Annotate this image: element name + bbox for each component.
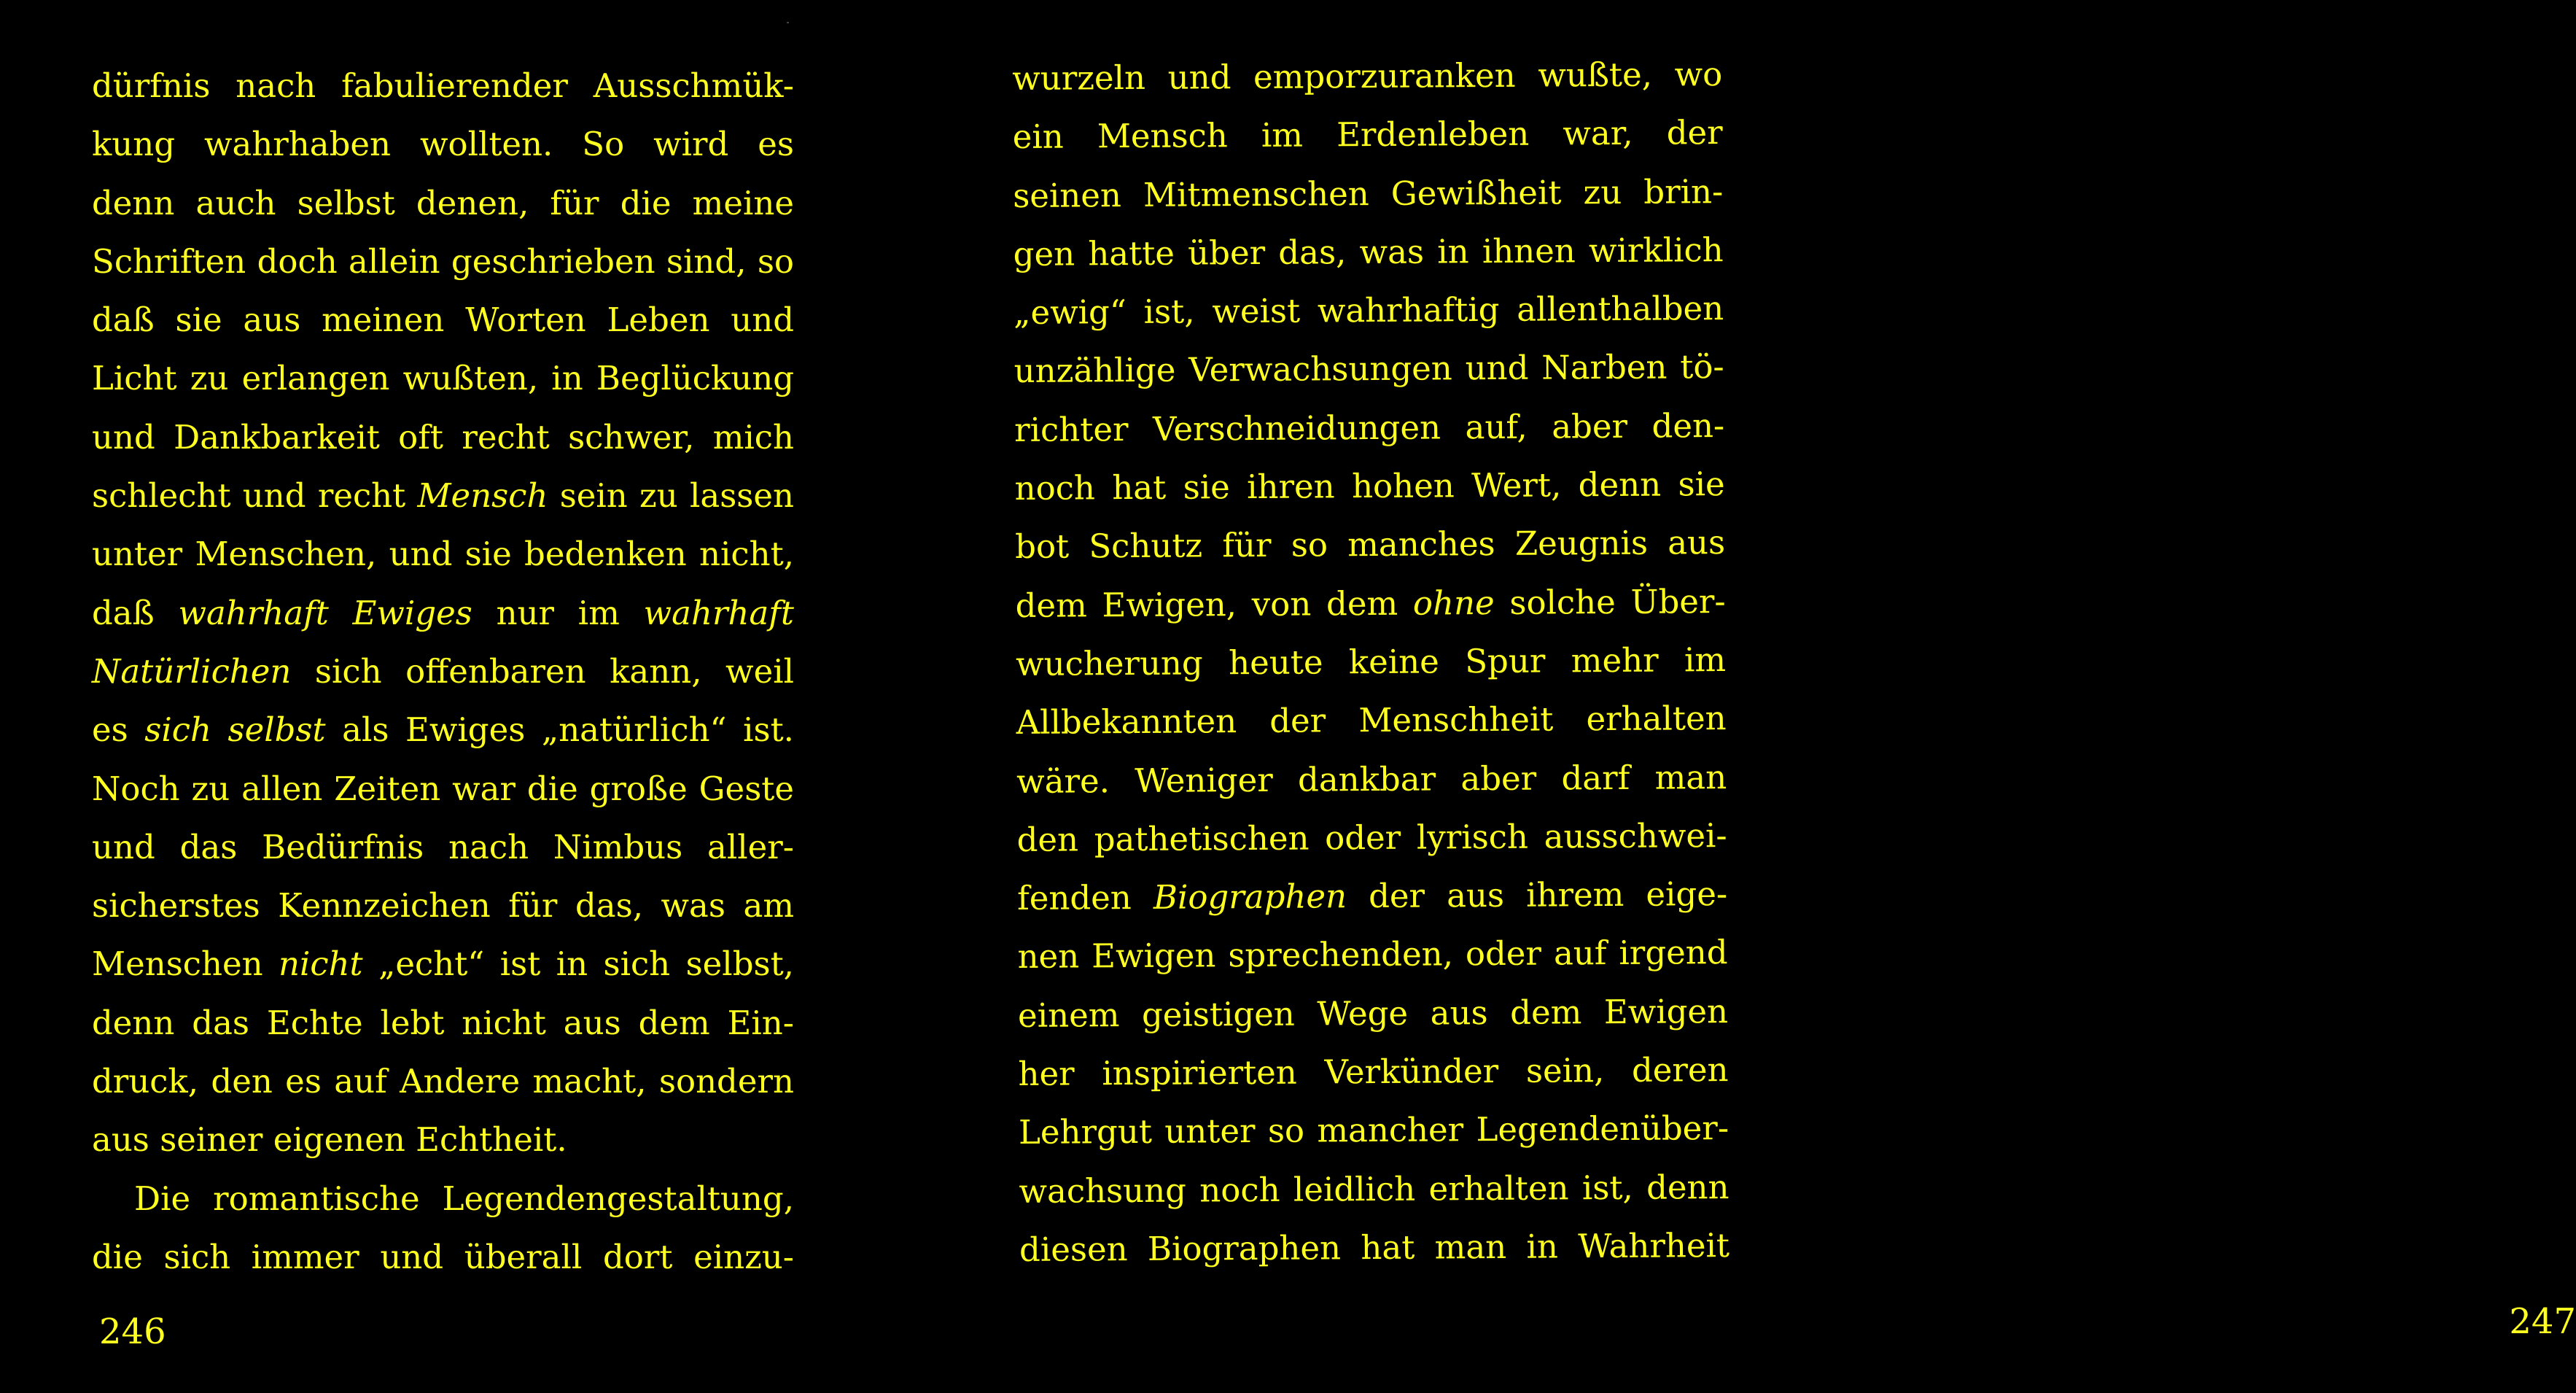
text-line bbox=[1019, 1217, 1729, 1279]
text-segment: daß sie aus meinen Worten Leben und bbox=[92, 300, 794, 340]
right-page-text bbox=[1012, 45, 1729, 1279]
text-segment: dürfnis nach fabulierender Ausschmük- bbox=[92, 66, 794, 105]
text-segment: der aus ihrem eige- bbox=[1346, 874, 1728, 916]
text-line bbox=[92, 760, 794, 818]
text-segment: unter Menschen, und sie bedenken nicht, bbox=[92, 535, 794, 574]
text-line bbox=[92, 935, 794, 993]
text-line bbox=[1016, 689, 1726, 752]
text-segment: denn das Echte lebt nicht aus dem Ein- bbox=[92, 1003, 794, 1042]
text-segment: seinen Mitmenschen Gewißheit zu brin- bbox=[1013, 171, 1724, 215]
text-segment: Schriften doch allein geschrieben sind, so bbox=[92, 241, 794, 281]
text-line bbox=[92, 1170, 794, 1228]
text-segment: Noch zu allen Zeiten war die große Geste bbox=[92, 769, 794, 808]
text-line bbox=[92, 1111, 794, 1169]
text-line bbox=[92, 525, 794, 583]
text-line bbox=[92, 115, 794, 174]
text-segment: wachsung noch leidlich erhalten ist, denn bbox=[1019, 1167, 1729, 1211]
text-line bbox=[1012, 45, 1722, 108]
text-line bbox=[1016, 807, 1727, 869]
text-segment: Die romantische Legendengestaltung, bbox=[134, 1179, 794, 1218]
italic-text: Mensch bbox=[417, 476, 548, 516]
text-segment: Allbekannten der Menschheit erhalten bbox=[1016, 699, 1727, 742]
text-line bbox=[1013, 338, 1724, 401]
text-line bbox=[92, 233, 794, 291]
text-segment: solche Über- bbox=[1494, 581, 1726, 622]
text-segment: richter Verschneidungen auf, aber den- bbox=[1014, 406, 1725, 449]
text-line bbox=[92, 174, 794, 233]
text-line bbox=[1015, 513, 1725, 576]
text-line bbox=[92, 584, 794, 643]
italic-text: sich selbst bbox=[144, 710, 326, 750]
text-line bbox=[1016, 748, 1727, 811]
text-line bbox=[1012, 104, 1722, 166]
text-segment: ein Mensch im Erdenleben war, der bbox=[1012, 113, 1723, 157]
text-segment: unzählige Verwachsungen und Narben tö- bbox=[1013, 347, 1724, 391]
text-line bbox=[1017, 923, 1727, 986]
text-segment: denn auch selbst denen, für die meine bbox=[92, 183, 794, 222]
text-segment: es bbox=[92, 710, 145, 750]
text-line bbox=[92, 349, 794, 408]
text-segment: dem Ewigen, von dem bbox=[1015, 583, 1414, 625]
right-page-number: 247 bbox=[2509, 1301, 2576, 1342]
text-segment: nur im bbox=[472, 593, 644, 632]
text-line bbox=[92, 467, 794, 525]
text-line bbox=[1018, 982, 1728, 1045]
italic-text: nicht bbox=[279, 944, 363, 984]
text-segment: gen hatte über das, was in ihnen wirklich bbox=[1013, 230, 1724, 273]
text-segment: her inspirierten Verkünder sein, deren bbox=[1018, 1050, 1729, 1094]
text-line bbox=[1015, 573, 1725, 635]
italic-text: Natürlichen bbox=[92, 651, 292, 691]
text-segment: wäre. Weniger dankbar aber darf man bbox=[1016, 757, 1727, 801]
right-page bbox=[911, 0, 2576, 1393]
text-segment: die sich immer und überall dort einzu- bbox=[92, 1237, 794, 1276]
text-segment: diesen Biographen hat man in Wahrheit bbox=[1019, 1225, 1730, 1269]
text-segment: Licht zu erlangen wußten, in Beglückung bbox=[92, 359, 794, 398]
text-line bbox=[1014, 397, 1724, 459]
text-segment: „echt“ ist in sich selbst, bbox=[362, 944, 794, 984]
text-segment: den pathetischen oder lyrisch ausschwei- bbox=[1016, 815, 1727, 859]
text-segment: Menschen bbox=[92, 944, 279, 984]
text-segment: bot Schutz für so manches Zeugnis aus bbox=[1015, 523, 1726, 567]
text-segment: wurzeln und emporzuranken wußte, wo bbox=[1012, 55, 1723, 98]
text-line bbox=[92, 994, 794, 1052]
text-line bbox=[92, 877, 794, 935]
italic-text: wahrhaft Ewiges bbox=[178, 593, 472, 632]
text-line bbox=[92, 818, 794, 877]
text-line bbox=[92, 1052, 794, 1111]
text-segment: nen Ewigen sprechenden, oder auf irgend bbox=[1017, 933, 1728, 977]
text-line bbox=[1017, 865, 1727, 928]
text-line bbox=[1018, 1041, 1728, 1103]
scan-mark bbox=[787, 22, 789, 23]
text-line bbox=[1016, 631, 1726, 694]
text-segment: „ewig“ ist, weist wahrhaftig allenthalben bbox=[1013, 289, 1724, 333]
text-segment: einem geistigen Wege aus dem Ewigen bbox=[1017, 991, 1729, 1035]
text-line bbox=[1019, 1099, 1729, 1162]
text-segment: schlecht und recht bbox=[92, 476, 418, 516]
text-segment: und Dankbarkeit oft recht schwer, mich bbox=[92, 417, 794, 457]
text-line bbox=[92, 57, 794, 115]
text-line bbox=[1013, 279, 1724, 342]
text-line bbox=[1013, 221, 1723, 284]
text-line bbox=[92, 408, 794, 467]
left-page bbox=[0, 0, 911, 1393]
text-line bbox=[92, 291, 794, 349]
text-segment: und das Bedürfnis nach Nimbus aller- bbox=[92, 827, 794, 866]
italic-text: ohne bbox=[1412, 583, 1495, 623]
text-segment: sein zu lassen bbox=[548, 476, 794, 516]
text-segment: druck, den es auf Andere macht, sondern bbox=[92, 1062, 794, 1101]
text-segment: Lehrgut unter so mancher Legendenüber- bbox=[1018, 1109, 1729, 1152]
text-segment: noch hat sie ihren hohen Wert, denn sie bbox=[1014, 465, 1725, 508]
text-line bbox=[92, 643, 794, 701]
text-segment: wucherung heute keine Spur mehr im bbox=[1015, 640, 1727, 683]
text-line bbox=[1019, 1158, 1729, 1221]
italic-text: wahrhaft bbox=[643, 593, 795, 632]
text-segment: kung wahrhaben wollten. So wird es bbox=[92, 125, 794, 164]
text-segment: sicherstes Kennzeichen für das, was am bbox=[92, 886, 794, 926]
text-line bbox=[1013, 163, 1723, 225]
text-segment: sich offenbaren kann, weil bbox=[291, 651, 794, 691]
text-segment: fenden bbox=[1016, 877, 1154, 918]
text-line bbox=[92, 1228, 794, 1287]
left-page-text bbox=[92, 57, 794, 1287]
text-line bbox=[1014, 455, 1724, 518]
left-page-number: 246 bbox=[99, 1311, 166, 1352]
text-segment: aus seiner eigenen Echtheit. bbox=[92, 1120, 567, 1160]
text-segment: daß bbox=[92, 593, 179, 632]
text-segment: als Ewiges „natürlich“ ist. bbox=[325, 710, 794, 750]
text-line bbox=[92, 701, 794, 759]
italic-text: Biographen bbox=[1153, 877, 1347, 917]
